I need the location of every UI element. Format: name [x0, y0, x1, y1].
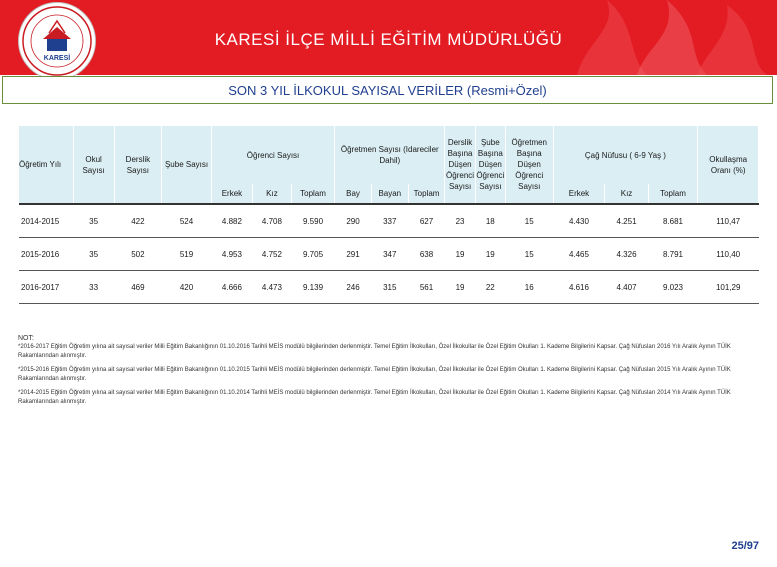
header-population: Çağ Nüfusu ( 6-9 Yaş ) — [553, 126, 698, 184]
table-row — [19, 271, 759, 304]
table-cell: 422 — [114, 204, 162, 238]
page-number: 25/97 — [731, 540, 759, 552]
table-cell: 315 — [371, 271, 408, 304]
table-cell: 2015-2016 — [19, 238, 73, 271]
header-branches: Şube Sayısı — [162, 126, 212, 204]
table-cell: 19 — [445, 271, 475, 304]
table-cell: 9.590 — [291, 204, 334, 238]
header-teachers-total: Toplam — [408, 184, 445, 204]
table-cell: 35 — [73, 238, 114, 271]
table-cell: 9.705 — [291, 238, 334, 271]
table-cell: 4.430 — [553, 204, 605, 238]
table-cell: 19 — [475, 238, 505, 271]
statistics-table — [19, 126, 759, 304]
table-cell: 4.407 — [605, 271, 648, 304]
table-cell: 4.882 — [211, 204, 252, 238]
table-cell: 15 — [505, 238, 553, 271]
table-cell: 110,47 — [698, 204, 759, 238]
table-cell: 4.326 — [605, 238, 648, 271]
table-cell: 420 — [162, 271, 212, 304]
table-cell: 2016-2017 — [19, 271, 73, 304]
table-cell: 561 — [408, 271, 445, 304]
table-cell: 469 — [114, 271, 162, 304]
svg-text:KARESİ: KARESİ — [43, 55, 71, 62]
table-cell: 502 — [114, 238, 162, 271]
table-cell: 9.023 — [648, 271, 698, 304]
table-cell: 8.791 — [648, 238, 698, 271]
ministry-emblem-icon — [19, 3, 95, 79]
table-cell: 4.666 — [211, 271, 252, 304]
table-cell: 4.953 — [211, 238, 252, 271]
subtitle-box — [2, 76, 773, 104]
notes-section — [18, 334, 763, 412]
header-teachers: Öğretmen Sayısı (Idareciler Dahil) — [335, 126, 445, 184]
table-cell: 291 — [335, 238, 372, 271]
header-students-per-branch: Şube Başına Düşen Öğrenci Sayısı — [475, 126, 505, 204]
table-body — [19, 204, 759, 304]
table-cell: 9.139 — [291, 271, 334, 304]
section-subtitle: SON 3 YIL İLKOKUL SAYISAL VERİLER (Resmi+Özel) — [228, 83, 547, 98]
header-schooling-rate: Okullaşma Oranı (%) — [698, 126, 759, 204]
table-cell: 4.251 — [605, 204, 648, 238]
header-students-per-classroom: Derslik Başına Düşen Öğrenci Sayısı — [445, 126, 475, 204]
note-item: *2016-2017 Eğitim Öğretim yılına ait sayısal veriler Milli Eğitim Bakanlığının 01.10.2016 Tarihli MEİS modülü bilgilerinden derlenmiştir. Temel Eğitim İlkokulları, Özel İlkokullar ile Özel Eğitim Okulları 1. Kademe Bilgilerini Kapsar. Çağ Nüfusları 2016 Yılı Aralık Ayının TÜİK Rakamlarından alınmıştır. — [18, 344, 731, 359]
header-schools: Okul Sayısı — [73, 126, 114, 204]
notes-label: NOT: — [18, 335, 34, 342]
table-cell: 337 — [371, 204, 408, 238]
note-item: *2015-2016 Eğitim Öğretim yılına ait sayısal veriler Milli Eğitim Bakanlığının 01.10.2015 Tarihli MEİS modülü bilgilerinden derlenmiştir. Temel Eğitim İlkokulları, Özel İlkokullar ile Özel Eğitim Okulları 1. Kademe Bilgilerini Kapsar. Çağ Nüfusları 2015 Yılı Aralık Ayının TÜİK Rakamlarından alınmıştır. — [18, 367, 731, 382]
header-population-male: Erkek — [553, 184, 605, 204]
table-cell: 2014-2015 — [19, 204, 73, 238]
table-cell: 22 — [475, 271, 505, 304]
table-cell: 519 — [162, 238, 212, 271]
table-cell: 16 — [505, 271, 553, 304]
table-cell: 246 — [335, 271, 372, 304]
header-students: Öğrenci Sayısı — [211, 126, 334, 184]
table-cell: 524 — [162, 204, 212, 238]
header-teachers-male: Bay — [335, 184, 372, 204]
table-cell: 18 — [475, 204, 505, 238]
table-cell: 23 — [445, 204, 475, 238]
table-cell: 19 — [445, 238, 475, 271]
ministry-logo — [18, 2, 96, 80]
table-cell: 110,40 — [698, 238, 759, 271]
table-cell: 8.681 — [648, 204, 698, 238]
table-cell: 627 — [408, 204, 445, 238]
table-row — [19, 204, 759, 238]
header-students-total: Toplam — [291, 184, 334, 204]
table-cell: 15 — [505, 204, 553, 238]
header-classrooms: Derslik Sayısı — [114, 126, 162, 204]
table-cell: 4.752 — [252, 238, 291, 271]
table-cell: 33 — [73, 271, 114, 304]
table-cell: 4.708 — [252, 204, 291, 238]
table-cell: 101,29 — [698, 271, 759, 304]
table-cell: 4.616 — [553, 271, 605, 304]
header-students-female: Kız — [252, 184, 291, 204]
header-students-per-teacher: Öğretmen Başına Düşen Öğrenci Sayısı — [505, 126, 553, 204]
page-title: KARESİ İLÇE MİLLİ EĞİTİM MÜDÜRLÜĞÜ — [214, 30, 563, 49]
table-cell: 638 — [408, 238, 445, 271]
header-bar — [0, 0, 777, 75]
table-cell: 4.465 — [553, 238, 605, 271]
table-cell: 290 — [335, 204, 372, 238]
table-row — [19, 238, 759, 271]
header-year: Öğretim Yılı — [19, 126, 73, 204]
header-population-total: Toplam — [648, 184, 698, 204]
header-students-male: Erkek — [211, 184, 252, 204]
note-item: *2014-2015 Eğitim Öğretim yılına ait sayısal veriler Milli Eğitim Bakanlığının 01.10.2014 Tarihli MEİS modülü bilgilerinden derlenmiştir. Temel Eğitim İlkokulları, Özel İlkokullar ile Özel Eğitim Okulları 1. Kademe Bilgilerini Kapsar. Çağ Nüfusları 2014 Yılı Aralık Ayının TÜİK Rakamlarından alınmıştır. — [18, 390, 731, 405]
table-cell: 35 — [73, 204, 114, 238]
table-cell: 4.473 — [252, 271, 291, 304]
table-cell: 347 — [371, 238, 408, 271]
header-population-female: Kız — [605, 184, 648, 204]
header-teachers-female: Bayan — [371, 184, 408, 204]
